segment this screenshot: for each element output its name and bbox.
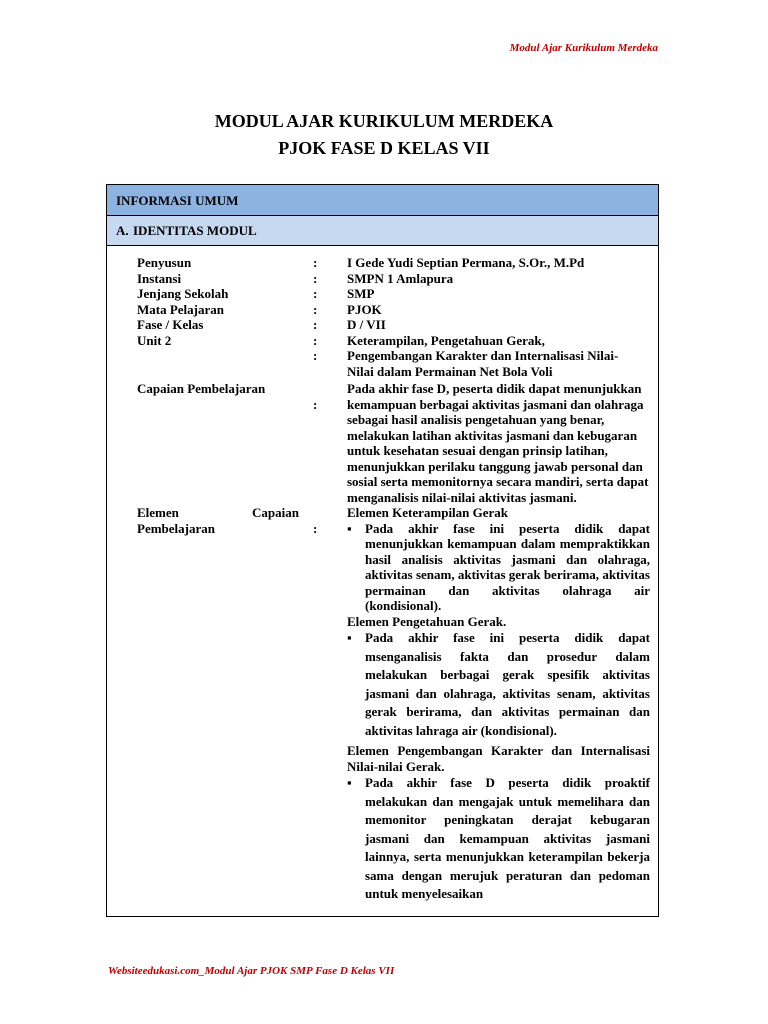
colon: :	[313, 270, 318, 286]
list-item	[347, 774, 650, 904]
value-unit-line1: Keterampilan, Pengetahuan Gerak,	[347, 332, 545, 348]
row-jenjang	[107, 286, 658, 302]
elemen-heading-1: Elemen Keterampilan Gerak	[347, 505, 509, 520]
row-instansi	[107, 271, 658, 287]
row-fase	[107, 317, 658, 333]
row-unit	[107, 333, 658, 380]
value-elemen	[347, 505, 650, 904]
label-elemen	[107, 505, 313, 904]
value-mapel: PJOK	[347, 301, 382, 317]
subsection-label: IDENTITAS MODUL	[133, 223, 257, 238]
label-unit: Unit 2	[137, 332, 172, 348]
elemen-bullet-1: Pada akhir fase ini peserta didik dapat menunjukkan kemampuan dalam mempraktikkan hasil analisis aktivitas jasmani dan olahraga, aktivitas senam, aktivitas gerak berirama, aktivitas permainan dan aktivitas olahraga air (kondisional).	[365, 520, 650, 613]
elemen-bullet-3: Pada akhir fase D peserta didik proaktif melakukan dan mengajak untuk memelihara dan memonitor peningkatan derajat kebugaran jasmani dan kemampuan aktivitas jasmani lainnya, serta menunjukkan keterampilan bekerja sama dengan merujuk peraturan dan pedoman untuk menyelesaikan	[365, 775, 650, 901]
square-bullet-icon: ▪	[347, 630, 352, 645]
elemen-heading-3: Elemen Pengembangan Karakter dan Internalisasi Nilai-nilai Gerak.	[347, 743, 650, 774]
running-footer: Websiteedukasi.com_Modul Ajar PJOK SMP Fase D Kelas VII	[108, 965, 395, 977]
value-unit-line3: Nilai dalam Permainan Net Bola Voli	[347, 363, 553, 379]
label-jenjang: Jenjang Sekolah	[137, 286, 229, 301]
running-header: Modul Ajar Kurikulum Merdeka	[509, 42, 658, 54]
value-unit-line2: Pengembangan Karakter dan Internalisasi Nilai-	[347, 348, 619, 363]
label-elemen-line2: Pembelajaran	[137, 520, 215, 536]
label-capaian: Capaian Pembelajaran	[137, 381, 266, 396]
value-penyusun: I Gede Yudi Septian Permana, S.Or., M.Pd	[347, 255, 585, 270]
list-item	[347, 521, 650, 614]
square-bullet-icon: ▪	[347, 520, 352, 536]
colon: :	[313, 286, 318, 301]
document-subtitle: PJOK FASE D KELAS VII	[278, 138, 490, 158]
label-instansi: Instansi	[137, 270, 182, 286]
label-penyusun: Penyusun	[137, 255, 192, 270]
colon-group	[313, 333, 347, 380]
identity-rows	[107, 246, 658, 904]
colon: :	[313, 396, 318, 412]
elemen-heading-2: Elemen Pengetahuan Gerak.	[347, 613, 507, 629]
colon: :	[313, 332, 318, 348]
list-item	[347, 629, 650, 740]
label-mapel: Mata Pelajaran	[137, 301, 225, 317]
subsection-band-identitas-modul	[107, 216, 658, 246]
label-elemen-word2: Capaian	[252, 505, 299, 520]
document-title: MODUL AJAR KURIKULUM MERDEKA	[214, 111, 554, 131]
value-capaian: Pada akhir fase D, peserta didik dapat menunjukkan kemampuan berbagai aktivitas jasmani dan olahraga sebagai hasil analisis pengetahuan yang benar, melakukan latihan aktivitas jasmani dan kebugaran untuk kesehatan sesuai dengan prinsip latihan, menunjukkan perilaku tanggung jawab personal dan sosial serta memonitornya secara mandiri, serta dapat menganalisis nilai-nilai aktivitas jasmani.	[347, 381, 649, 505]
row-capaian	[107, 381, 658, 505]
label-fase: Fase / Kelas	[137, 317, 204, 332]
elemen-bullet-2: Pada akhir fase ini peserta didik dapat msenganalisis fakta dan prosedur dalam melakukan berbagai gerak spesifik aktivitas jasmani dan olahraga, aktivitas senam, aktivitas gerak berirama, dan aktivitas permainan dan aktivitas lahraga air (kondisional).	[365, 630, 650, 738]
section-band-informasi-umum: INFORMASI UMUM	[107, 185, 658, 216]
value-unit	[347, 333, 650, 380]
square-bullet-icon: ▪	[347, 775, 352, 790]
row-mapel	[107, 302, 658, 318]
value-jenjang: SMP	[347, 286, 375, 301]
colon: :	[313, 255, 318, 270]
colon: :	[313, 301, 318, 317]
row-penyusun	[107, 255, 658, 271]
value-instansi: SMPN 1 Amlapura	[347, 270, 454, 286]
colon: :	[313, 348, 318, 363]
subsection-letter: A.	[116, 223, 129, 238]
label-elemen-word1: Elemen	[137, 505, 179, 520]
value-fase: D / VII	[347, 317, 386, 332]
colon: :	[313, 317, 318, 332]
row-elemen	[107, 505, 658, 904]
info-table	[106, 184, 659, 917]
colon: :	[313, 520, 318, 536]
